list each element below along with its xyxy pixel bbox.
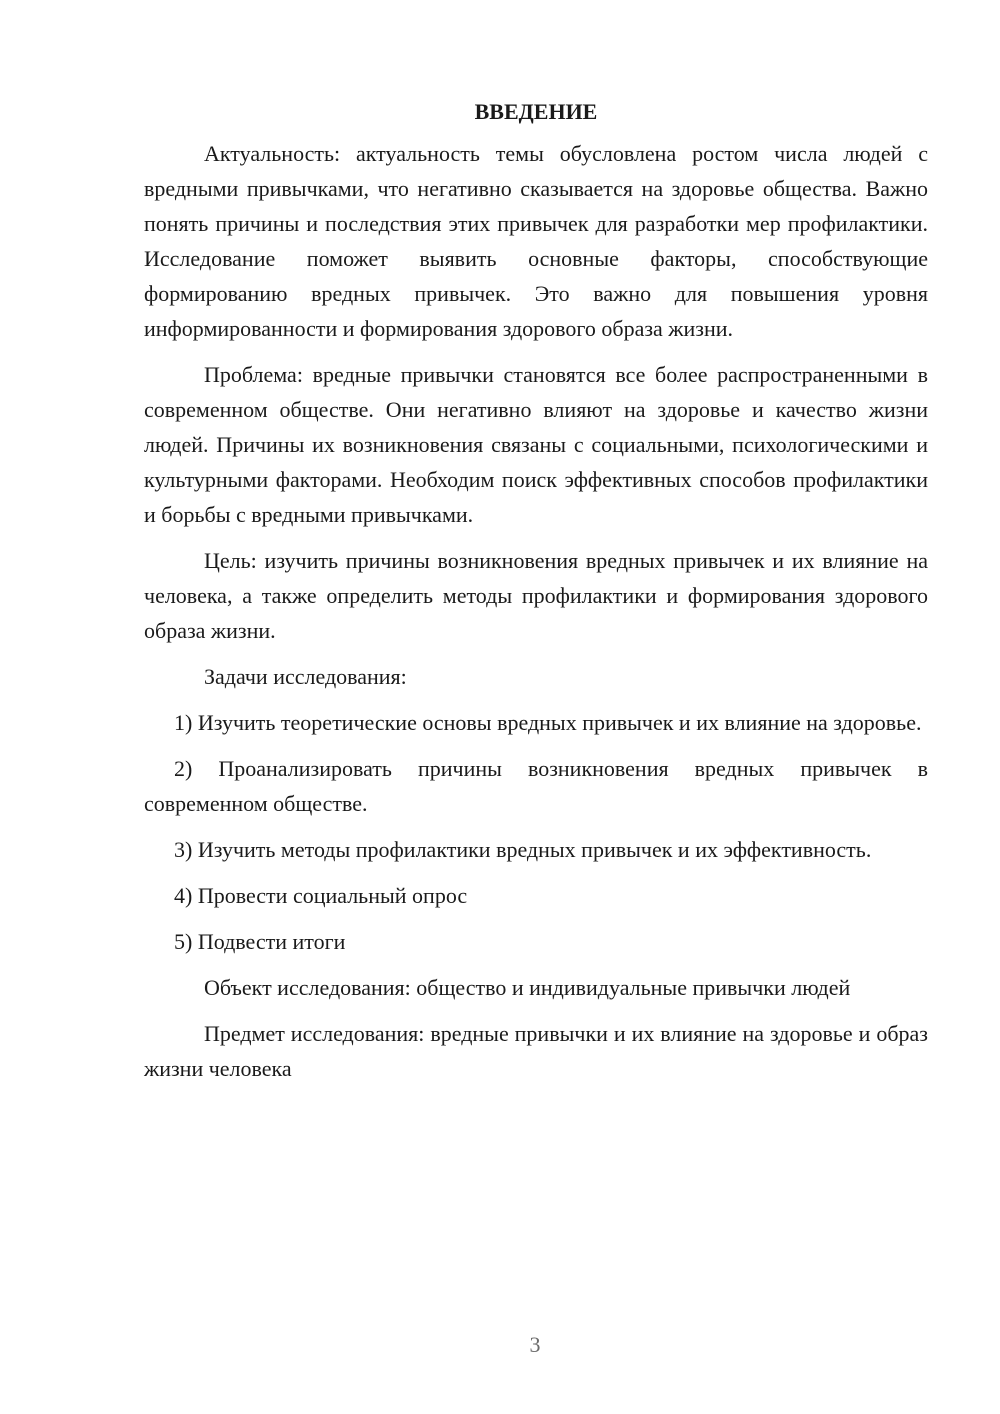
tasks-title: Задачи исследования: [204, 664, 407, 689]
page-content [144, 94, 928, 1086]
page-title: ВВЕДЕНИЕ [474, 99, 598, 124]
task-item: 2) Проанализировать причины возникновения вредных привычек в современном обществе. [144, 756, 928, 816]
task-item: 4) Провести социальный опрос [174, 883, 468, 908]
subject-paragraph: Предмет исследования: вредные привычки и их влияние на здоровье и образ жизни человека [144, 1021, 928, 1081]
problem-paragraph: Проблема: вредные привычки становятся все более распространенными в современном обществе. Они негативно влияют на здоровье и качество жизни людей. Причины их возникновения связаны с социальными, психологическими и культурными факторами. Необходим поиск эффективных способов профилактики и борьбы с вредными привычками. [144, 362, 928, 527]
task-item: 1) Изучить теоретические основы вредных привычек и их влияние на здоровье. [174, 710, 922, 735]
page-number: 3 [529, 1332, 541, 1357]
relevance-paragraph: Актуальность: актуальность темы обусловлена ростом числа людей с вредными привычками, что негативно сказывается на здоровье общества. Важно понять причины и последствия этих привычек для разработки мер профилактики. Исследование поможет выявить основные факторы, способствующие формированию вредных привычек. Это важно для повышения уровня информированности и формирования здорового образа жизни. [144, 141, 928, 341]
task-item: 3) Изучить методы профилактики вредных привычек и их эффективность. [174, 837, 872, 862]
task-item: 5) Подвести итоги [174, 929, 346, 954]
object-paragraph: Объект исследования: общество и индивидуальные привычки людей [204, 975, 851, 1000]
goal-paragraph: Цель: изучить причины возникновения вредных привычек и их влияние на человека, а также определить методы профилактики и формирования здорового образа жизни. [144, 548, 928, 643]
